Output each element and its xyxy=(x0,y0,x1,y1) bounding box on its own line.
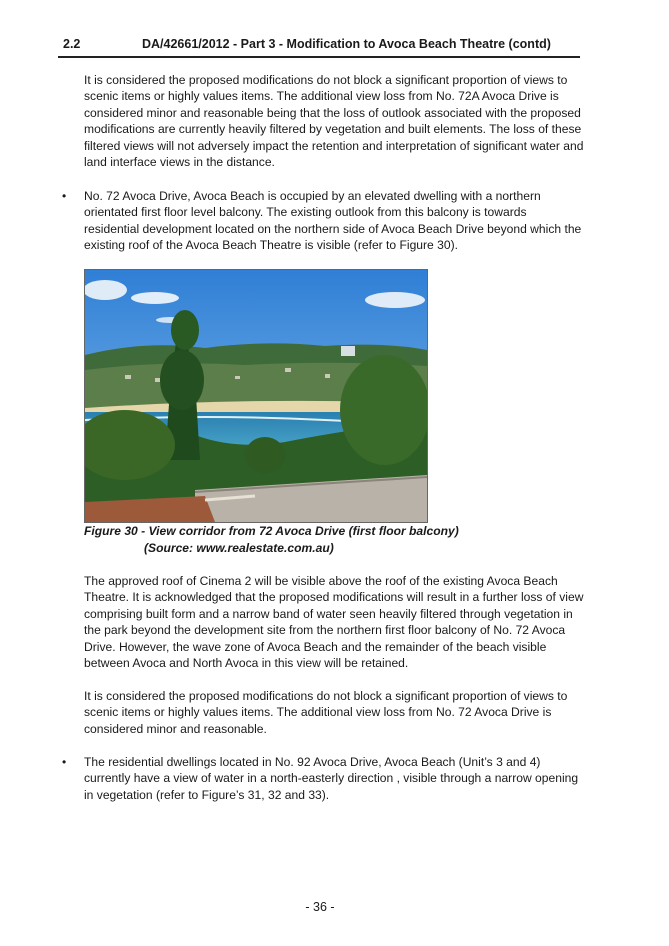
figure-30-photo xyxy=(84,269,428,523)
paragraph-view-loss-72a: It is considered the proposed modifications do not block a significant proportion of views to scenic items or highly values items. The additional view loss from No. 72A Avoca Drive is considered minor and reasonable being that the loss of outlook associated with the proposed modifications are currently heavily filtered by vegetation and built elements. The loss of these filtered views will not adversely impact the retention and interpretation of significant water and land interface views in the distance. xyxy=(84,73,584,170)
header-title: DA/42661/2012 - Part 3 - Modification to Avoca Beach Theatre (contd) xyxy=(142,37,551,51)
paragraph-cinema-2-roof: The approved roof of Cinema 2 will be visible above the roof of the existing Avoca Beach Theatre. It is acknowledged that the proposed modifications will result in a further loss of view comprising built form and a narrow band of water seen heavily filtered through vegetation in the park beyond the development site from the northern first floor balcony of No. 72 Avoca Drive. However, the wave zone of Avoca Beach and the remainder of the beach visible between Avoca and North Avoca in this view will be retained. xyxy=(84,574,584,671)
page-number: - 36 - xyxy=(305,900,335,914)
paragraph-view-loss-72: It is considered the proposed modifications do not block a significant proportion of views to scenic items or highly values items. The additional view loss from No. 72 Avoca Drive is considered minor and reasonable. xyxy=(84,689,568,736)
page-header xyxy=(58,36,580,58)
figure-caption-title: Figure 30 - View corridor from 72 Avoca Drive (first floor balcony) xyxy=(84,524,459,538)
bullet-marker: • xyxy=(62,755,67,769)
bullet-92-avoca-drive: The residential dwellings located in No. 92 Avoca Drive, Avoca Beach (Unit’s 3 and 4) currently have a view of water in a north-easterly direction , visible through a narrow opening in vegetation (refer to Figure’s 31, 32 and 33). xyxy=(84,755,579,802)
section-number: 2.2 xyxy=(63,37,81,51)
figure-source: (Source: www.realestate.com.au) xyxy=(144,541,334,555)
bullet-marker: • xyxy=(62,189,67,203)
bullet-72-avoca-drive: No. 72 Avoca Drive, Avoca Beach is occupied by an elevated dwelling with a northern orientated first floor level balcony. The existing outlook from this balcony is towards residential development located on the northern side of Avoca Beach Drive beyond which the existing roof of the Avoca Beach Theatre is visible (refer to Figure 30). xyxy=(84,189,582,253)
coastal-view-image xyxy=(85,270,427,522)
figure-caption xyxy=(84,523,459,557)
